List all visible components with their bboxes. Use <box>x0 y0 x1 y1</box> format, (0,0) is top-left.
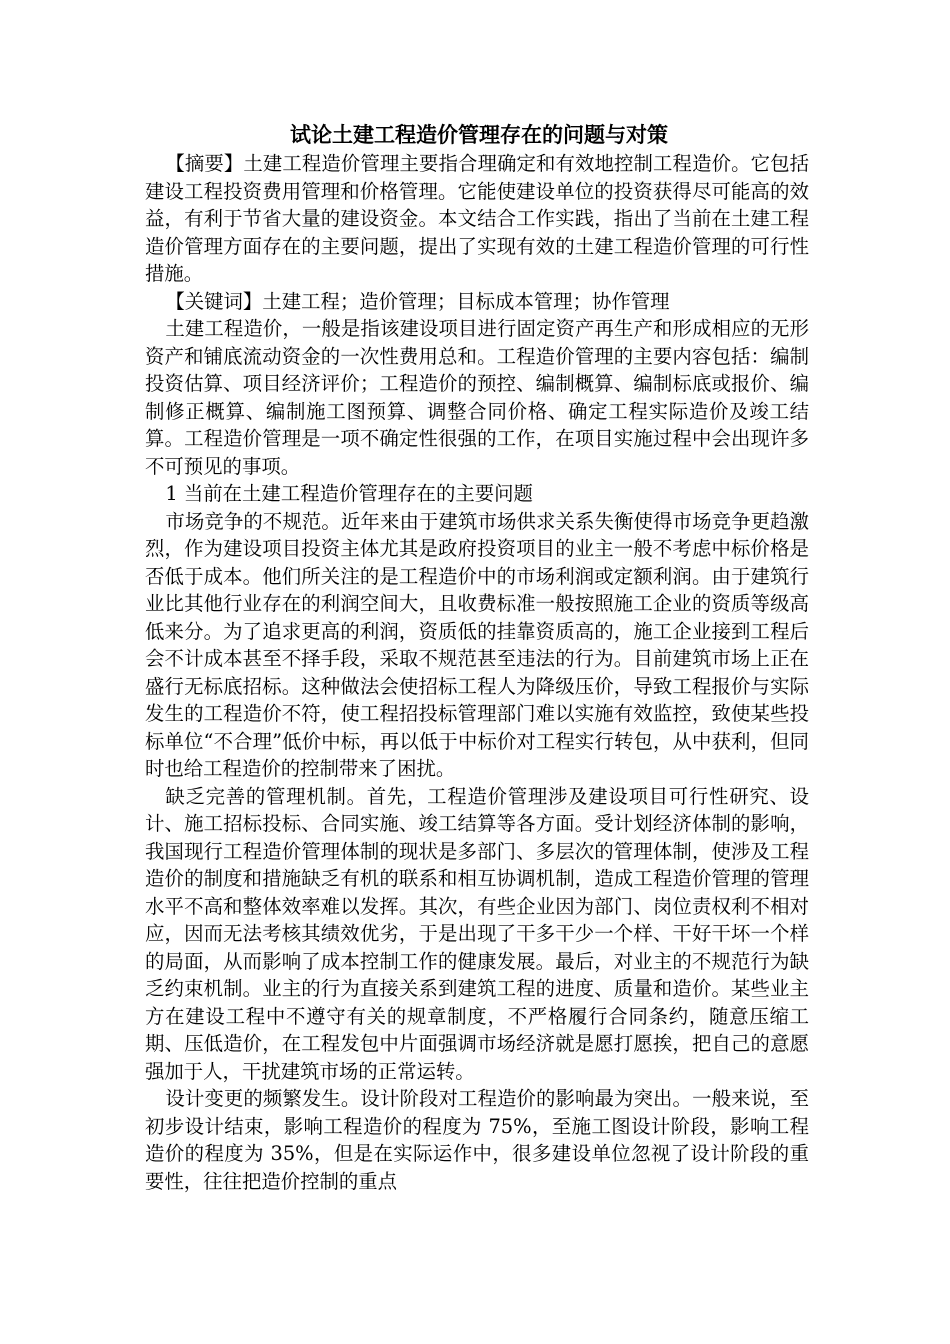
body-paragraph: 市场竞争的不规范。近年来由于建筑市场供求关系失衡使得市场竞争更趋激烈，作为建设项目投资主体尤其是政府投资项目的业主一般不考虑中标价格是否低于成本。他们所关注的是工程造价中的市场利润或定额利润。由于建筑行业比其他行业存在的利润空间大，且收费标准一般按照施工企业的资质等级高低来分。为了追求更高的利润，资质低的挂靠资质高的，施工企业接到工程后会不计成本甚至不择手段，采取不规范甚至违法的行为。目前建筑市场上正在盛行无标底招标。这种做法会使招标工程人为降级压价，导致工程报价与实际发生的工程造价不符，使工程招投标管理部门难以实施有效监控，致使某些投标单位“不合理”低价中标，再以低于中标价对工程实行转包，从中获利，但同时也给工程造价的控制带来了困扰。 <box>145 509 809 780</box>
abstract-paragraph: 【摘要】土建工程造价管理主要指合理确定和有效地控制工程造价。它包括建设工程投资费用管理和价格管理。它能使建设单位的投资获得尽可能高的效益，有利于节省大量的建设资金。本文结合工作实践，指出了当前在土建工程造价管理方面存在的主要问题，提出了实现有效的土建工程造价管理的可行性措施。 <box>145 152 809 285</box>
body-paragraph: 缺乏完善的管理机制。首先，工程造价管理涉及建设项目可行性研究、设计、施工招标投标、合同实施、竣工结算等各方面。受计划经济体制的影响，我国现行工程造价管理体制的现状是多部门、多层次的管理体制，使涉及工程造价的制度和措施缺乏有机的联系和相互协调机制，造成工程造价管理的管理水平不高和整体效率难以发挥。其次，有些企业因为部门、岗位责权利不相对应，因而无法考核其绩效优劣，于是出现了干多干少一个样、干好干坏一个样的局面，从而影响了成本控制工作的健康发展。最后，对业主的不规范行为缺乏约束机制。业主的行为直接关系到建筑工程的进度、质量和造价。某些业主方在建设工程中不遵守有关的规章制度，不严格履行合同条约，随意压缩工期、压低造价，在工程发包中片面强调市场经济就是愿打愿挨，把自己的意愿强加于人，干扰建筑市场的正常运转。 <box>145 784 809 1083</box>
intro-paragraph: 土建工程造价，一般是指该建设项目进行固定资产再生产和形成相应的无形资产和铺底流动资金的一次性费用总和。工程造价管理的主要内容包括：编制投资估算、项目经济评价；工程造价的预控、编制概算、编制标底或报价、编制修正概算、编制施工图预算、调整合同价格、确定工程实际造价及竣工结算。工程造价管理是一项不确定性很强的工作，在项目实施过程中会出现许多不可预见的事项。 <box>145 317 809 478</box>
section-heading: 1 当前在土建工程造价管理存在的主要问题 <box>165 482 533 505</box>
document-page <box>145 120 809 1195</box>
document-title: 试论土建工程造价管理存在的问题与对策 <box>290 122 668 147</box>
keywords-paragraph: 【关键词】土建工程；造价管理；目标成本管理；协作管理 <box>165 289 670 313</box>
body-paragraph: 设计变更的频繁发生。设计阶段对工程造价的影响最为突出。一般来说，至初步设计结束，影响工程造价的程度为 75%，至施工图设计阶段，影响工程造价的程度为 35%，但是在实际运作中，很多建设单位忽视了设计阶段的重要性，往往把造价控制的重点 <box>145 1087 809 1193</box>
